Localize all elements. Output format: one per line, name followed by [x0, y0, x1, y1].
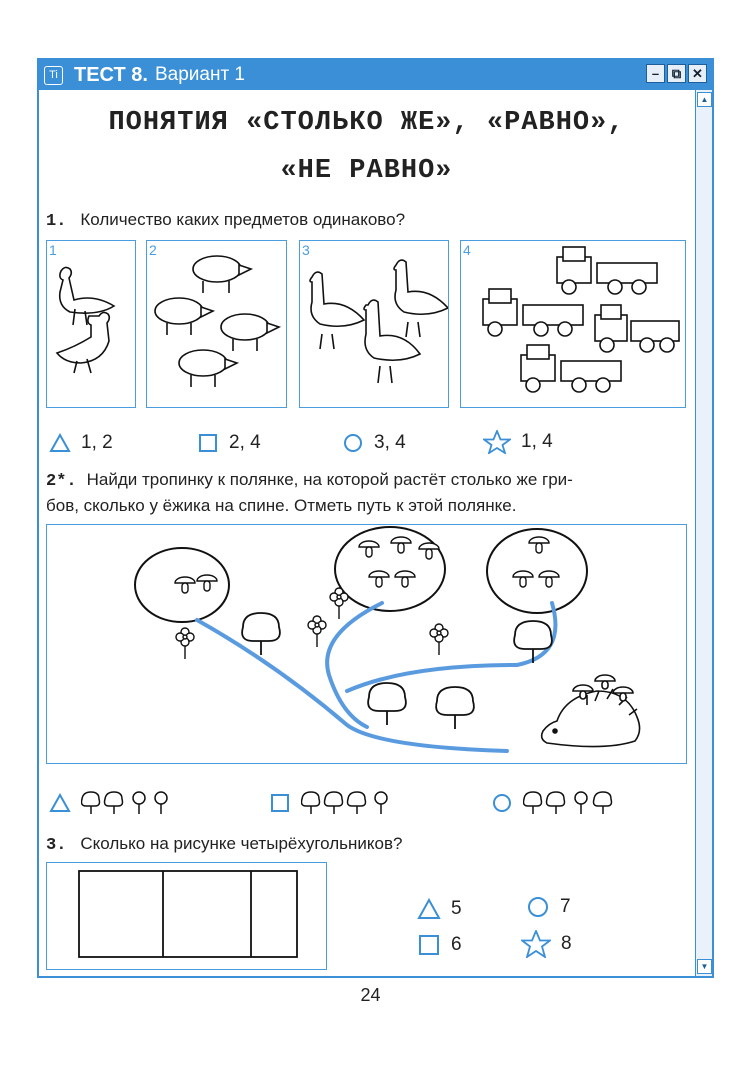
geese-picture: [47, 241, 135, 407]
box-number: 1: [49, 242, 57, 258]
question-number: 1.: [46, 212, 67, 231]
option-label: 7: [560, 896, 571, 917]
page-title-line1: ПОНЯТИЯ «СТОЛЬКО ЖЕ», «РАВНО»,: [108, 108, 625, 138]
triangle-icon: [49, 433, 71, 453]
rectangles-picture: [47, 863, 326, 969]
picture-box-3: [299, 240, 449, 408]
q3-option-2[interactable]: [526, 896, 571, 918]
option-label: 6: [451, 934, 462, 955]
restore-button[interactable]: ⧉: [667, 64, 686, 83]
question-text: Количество каких предметов одинаково?: [80, 210, 406, 229]
option-label: 1, 2: [81, 432, 113, 453]
scroll-down-icon[interactable]: ▼: [697, 959, 712, 974]
q3-option-1[interactable]: [417, 898, 462, 920]
picture-box-1: [46, 240, 136, 408]
question-text: Сколько на рисунке четырёхугольников?: [80, 834, 403, 853]
question-number: 2*.: [46, 472, 77, 491]
option-label: 1, 4: [521, 431, 553, 452]
question-2-line2: бов, сколько у ёжика на спине. Отметь путь к этой полянке.: [46, 496, 517, 515]
square-icon: [197, 433, 219, 453]
box-number: 3: [302, 242, 310, 258]
rectangles-picture-box: [46, 862, 327, 970]
option-label: 2, 4: [229, 432, 261, 453]
q2-option-3[interactable]: [491, 790, 633, 816]
q3-option-3[interactable]: [417, 934, 462, 956]
tree-icons: [242, 613, 552, 729]
pigs-picture: [147, 241, 286, 407]
triangle-icon: [417, 898, 441, 920]
title-bar: [39, 60, 712, 90]
square-icon: [417, 934, 441, 956]
close-button[interactable]: ✕: [688, 64, 707, 83]
mushroom-paths-picture: [47, 525, 686, 763]
scrollbar[interactable]: [695, 90, 712, 976]
question-3: [46, 834, 403, 855]
question-number: 3.: [46, 836, 67, 855]
trucks-picture: [461, 241, 685, 407]
geese-picture: [300, 241, 448, 407]
triangle-icon: [49, 793, 71, 813]
box-number: 2: [149, 242, 157, 258]
question-text: Найди тропинку к полянке, на которой растёт столько же гри-: [86, 470, 573, 489]
test-window: [37, 58, 714, 978]
question-1: [46, 210, 405, 231]
box-number: 4: [463, 242, 471, 258]
trees-flower-icon: [301, 790, 401, 816]
variant-label: Вариант 1: [154, 64, 245, 85]
q1-option-2[interactable]: [197, 432, 261, 454]
q1-option-4[interactable]: [483, 430, 553, 454]
page-number: 24: [360, 985, 381, 1005]
option-label: 5: [451, 898, 462, 919]
star-icon: [521, 930, 551, 958]
trees-flower-icon: [523, 790, 623, 816]
q1-option-1[interactable]: [49, 432, 113, 454]
question-2-line1: [46, 470, 682, 491]
flower-icons: [176, 588, 448, 659]
option-label: 3, 4: [374, 432, 406, 453]
q3-option-4[interactable]: [521, 930, 572, 958]
option-label: 8: [561, 933, 572, 954]
picture-box-2: [146, 240, 287, 408]
circle-icon: [491, 793, 513, 813]
q1-option-3[interactable]: [342, 432, 406, 454]
star-icon: [483, 430, 511, 454]
test-label: ТЕСТ 8.: [74, 63, 148, 86]
circle-icon: [526, 896, 550, 918]
minimize-button[interactable]: –: [646, 64, 665, 83]
q2-option-1[interactable]: [49, 790, 191, 816]
q2-option-2[interactable]: [269, 790, 411, 816]
trees-flowers-icon: [81, 790, 181, 816]
hedgehog-icon: [542, 675, 640, 747]
window-icon: Ti: [44, 66, 63, 85]
scroll-up-icon[interactable]: ▲: [697, 92, 712, 107]
picture-box-4: [460, 240, 686, 408]
circle-icon: [342, 433, 364, 453]
page-title-line2: «НЕ РАВНО»: [280, 156, 453, 186]
square-icon: [269, 793, 291, 813]
path-picture: [46, 524, 687, 764]
mushroom-icons: [175, 537, 559, 593]
